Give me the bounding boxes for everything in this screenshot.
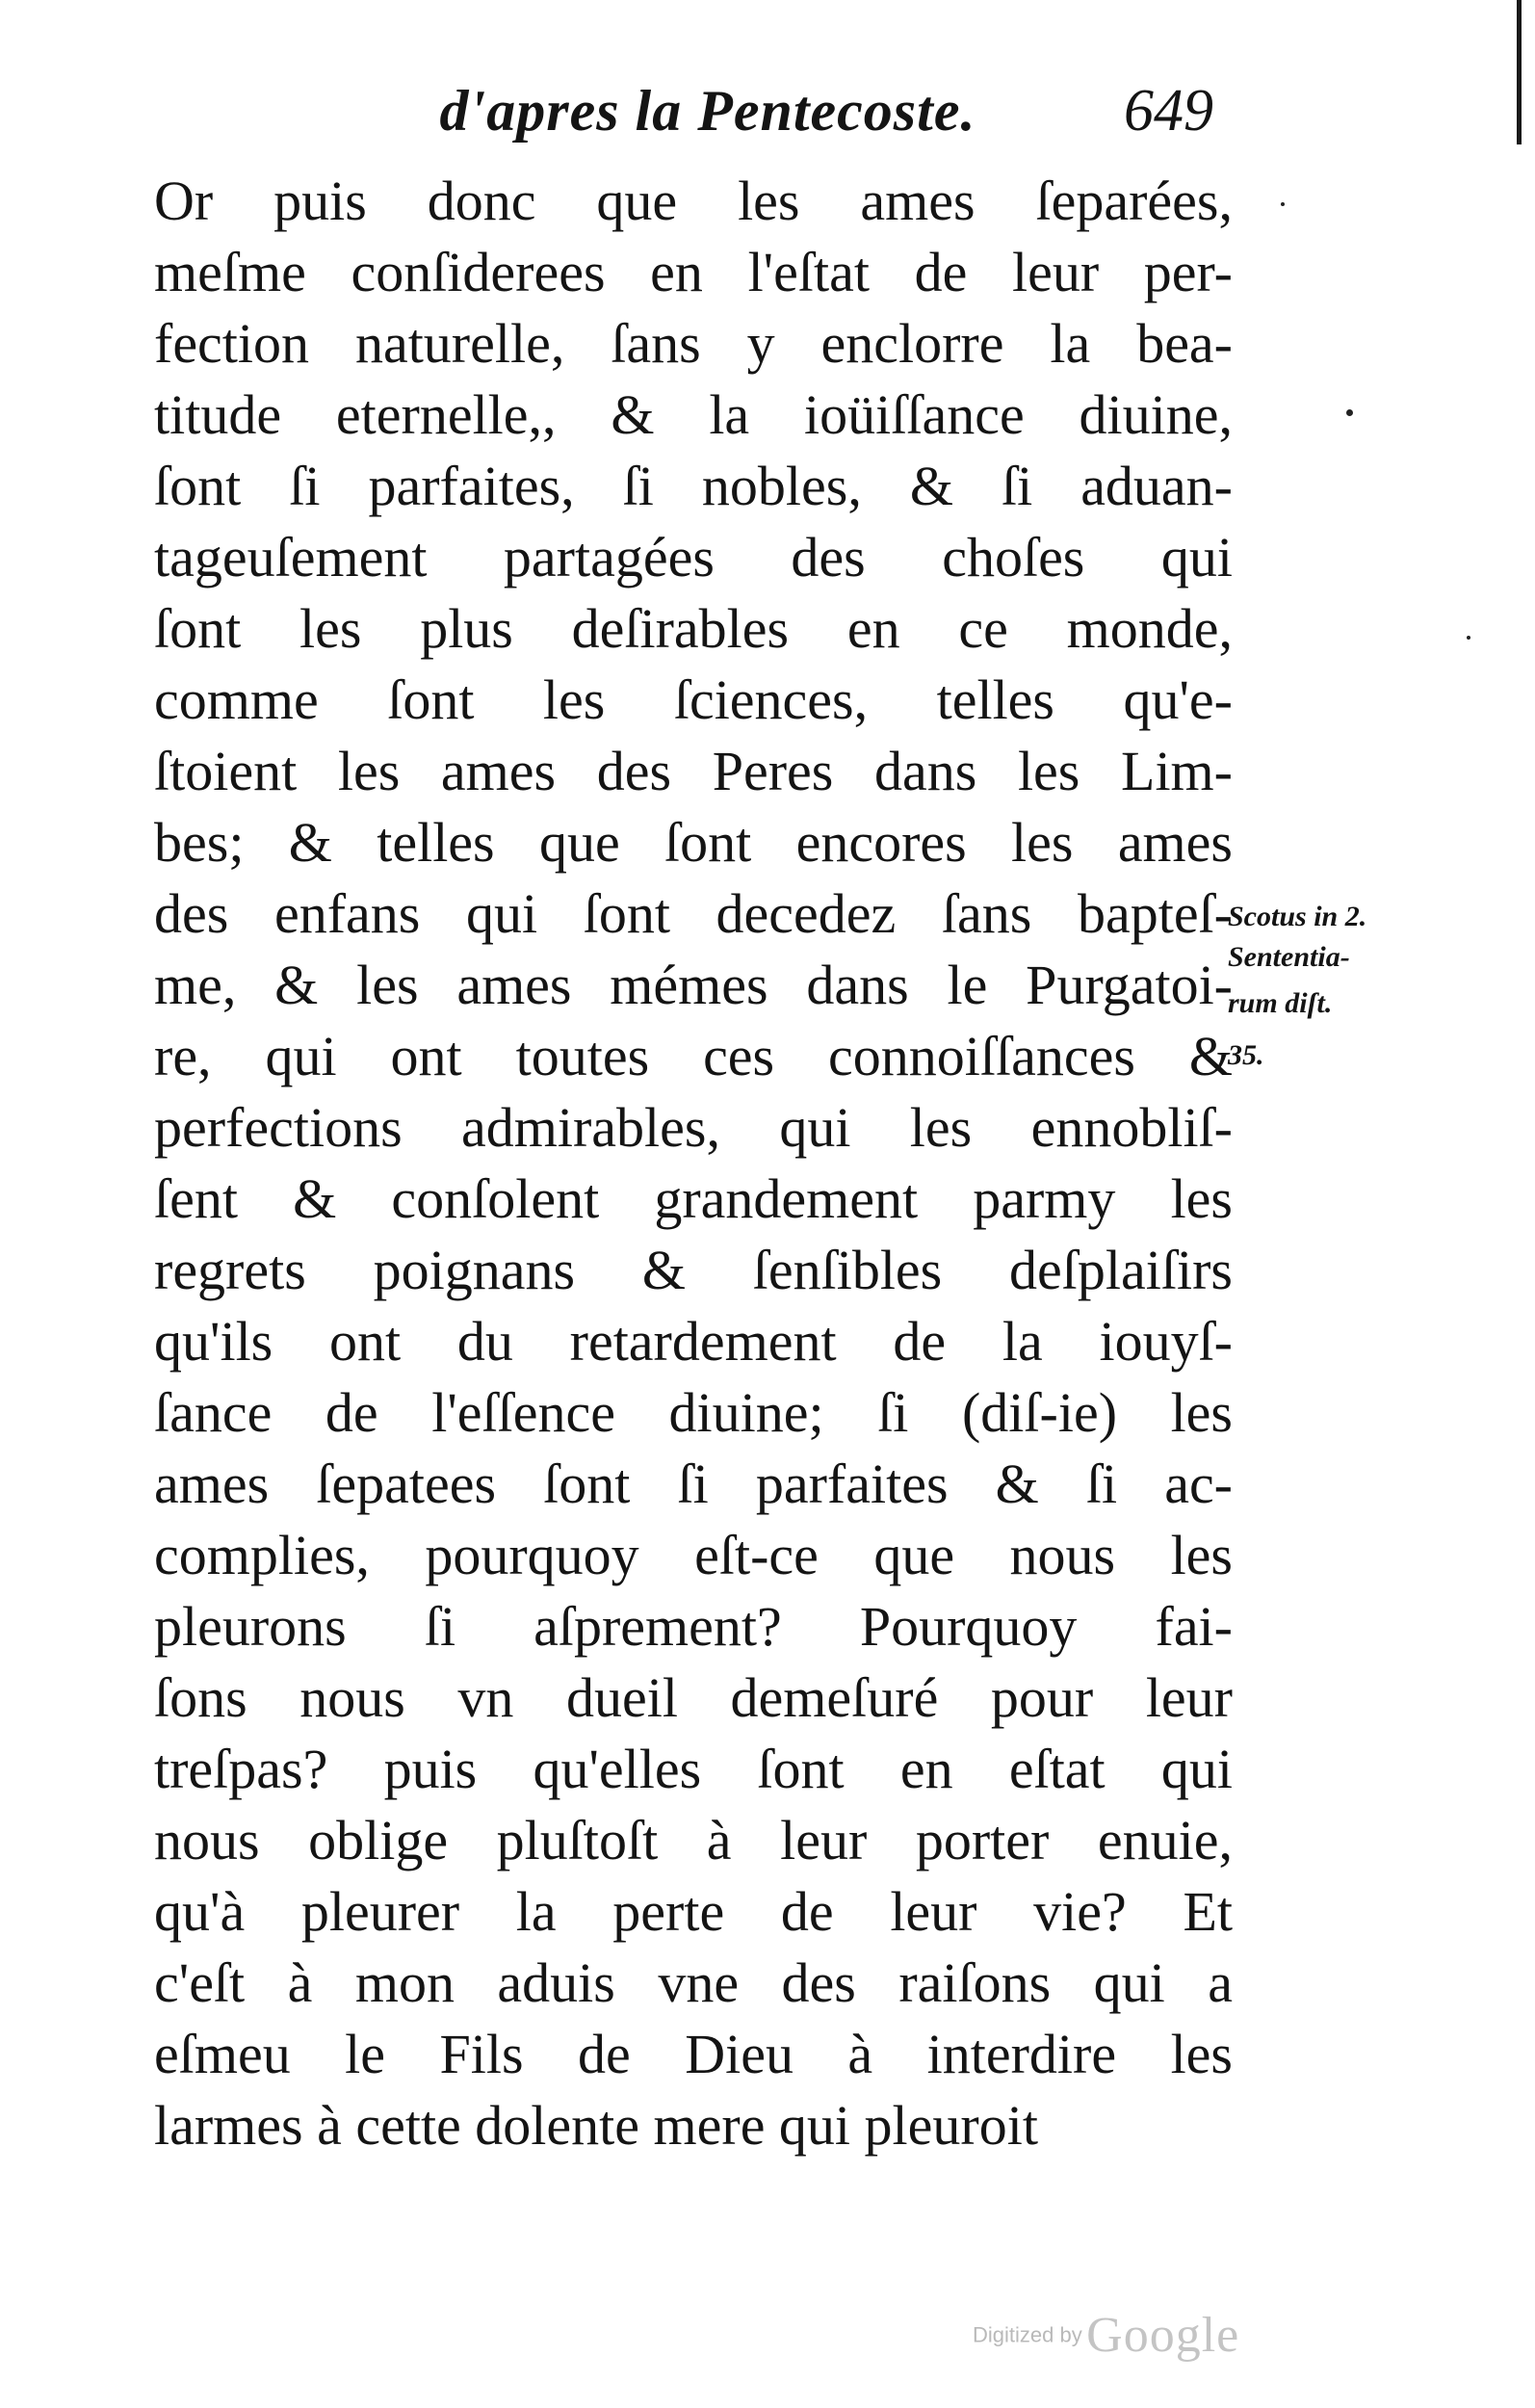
ink-speck — [1346, 409, 1353, 416]
text-line: ſance de l'eſſence diuine; ſi (diſ-ie) les — [154, 1381, 1233, 1444]
text-line: pleurons ſi aſprement? Pourquoy fai- — [154, 1595, 1233, 1658]
text-line: qu'ils ont du retardement de la iouyſ- — [154, 1310, 1233, 1373]
text-line: qu'à pleurer la perte de leur vie? Et — [154, 1880, 1233, 1943]
margin-note-line: Sententia- — [1228, 941, 1350, 973]
margin-note-line: rum diſt. — [1228, 987, 1333, 1019]
text-line: comme ſont les ſciences, telles qu'e- — [154, 668, 1233, 731]
text-line: ſtoient les ames des Peres dans les Lim- — [154, 740, 1233, 802]
ink-speck — [1281, 202, 1285, 206]
google-logo-text: Google — [1086, 2308, 1240, 2363]
text-line: re, qui ont toutes ces connoiſſances & — [154, 1025, 1233, 1087]
text-line: ſons nous vn dueil demeſuré pour leur — [154, 1666, 1233, 1729]
gutter-rule — [1517, 0, 1522, 144]
text-line: des enfans qui ſont decedez ſans bapteſ- — [154, 882, 1233, 945]
text-line: ames ſepatees ſont ſi parfaites & ſi ac- — [154, 1453, 1233, 1515]
margin-note-line: Scotus in 2. — [1228, 901, 1367, 932]
margin-note-line: 35. — [1228, 1039, 1264, 1071]
ink-speck — [1467, 636, 1470, 640]
running-head: d'apres la Pentecoste. — [439, 79, 976, 143]
text-line: fection naturelle, ſans y enclorre la bea- — [154, 312, 1233, 375]
text-line: me, & les ames mémes dans le Purgatoi- — [154, 954, 1233, 1016]
margin-note — [1228, 894, 1497, 1079]
text-line: Or puis donc que les ames ſeparées, — [154, 170, 1233, 232]
text-line: treſpas? puis qu'elles ſont en eſtat qui — [154, 1738, 1233, 1800]
text-line: perfections admirables, qui les ennobliſ- — [154, 1096, 1233, 1159]
body-text — [154, 166, 1233, 2161]
text-line: ſont les plus deſirables en ce monde, — [154, 597, 1233, 660]
page-header — [164, 67, 1252, 154]
text-line: larmes à cette dolente mere qui pleuroit — [154, 2094, 1038, 2157]
text-line: meſme conſiderees en l'eſtat de leur per- — [154, 241, 1233, 303]
digitized-by-text: Digitized by — [973, 2322, 1082, 2347]
text-line: titude eternelle,, & la ioüiſſance diuine, — [154, 383, 1233, 446]
text-line: eſmeu le Fils de Dieu à interdire les — [154, 2023, 1233, 2085]
text-line: complies, pourquoy eſt-ce que nous les — [154, 1524, 1233, 1586]
digitized-watermark — [973, 2307, 1239, 2364]
page-number: 649 — [1124, 78, 1213, 144]
text-line: tageuſement partagées des choſes qui — [154, 526, 1233, 589]
text-line: c'eſt à mon aduis vne des raiſons qui a — [154, 1951, 1233, 2014]
text-line: bes; & telles que ſont encores les ames — [154, 811, 1233, 874]
text-line: ſent & conſolent grandement parmy les — [154, 1167, 1233, 1230]
text-line: nous oblige pluſtoſt à leur porter enuie, — [154, 1809, 1233, 1871]
text-line: regrets poignans & ſenſibles deſplaiſirs — [154, 1239, 1233, 1301]
text-line: ſont ſi parfaites, ſi nobles, & ſi aduan- — [154, 455, 1233, 517]
